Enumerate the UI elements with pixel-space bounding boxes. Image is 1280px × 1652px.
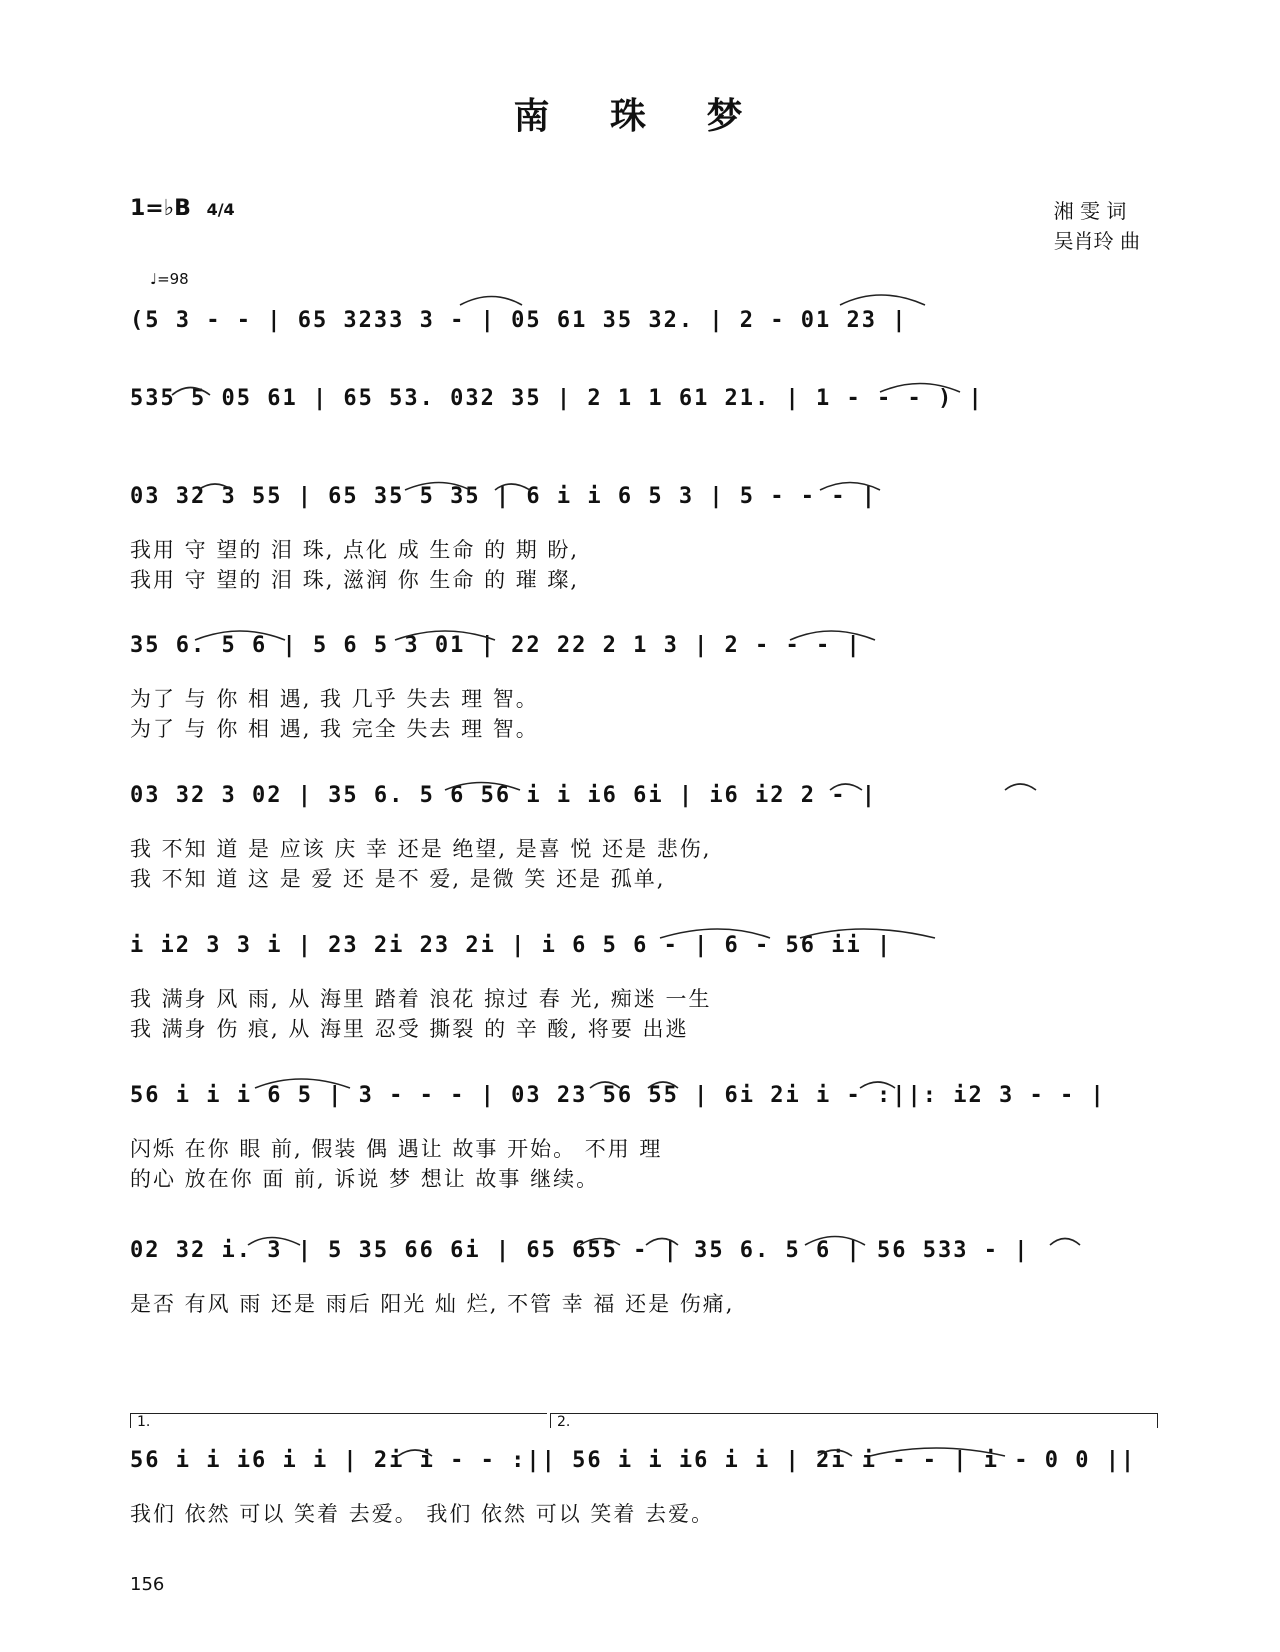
slur [1005,784,1036,790]
notation-line: 56 i i i6 i i | 2i i - - :|| 56 i i i6 i i | 2i i - - | i - 0 0 || [130,1448,1137,1473]
key-time-signature [130,196,235,221]
lyric-verse-2: 我用 守 望的 泪 珠, 滋润 你 生命 的 璀 璨, [130,568,580,592]
lyric-verse-1: 我 不知 道 是 应该 庆 幸 还是 绝望, 是喜 悦 还是 悲伤, [130,837,712,861]
lyric-verse-2: 我 满身 伤 痕, 从 海里 忍受 撕裂 的 辛 酸, 将要 出逃 [130,1017,689,1041]
lyric-verse-1: 闪烁 在你 眼 前, 假装 偶 遇让 故事 开始。 不用 理 [130,1137,663,1161]
notation-line: 56 i i i 6 5 | 3 - - - | 03 23 56 55 | 6i 2i i - :||: i2 3 - - | [130,1083,1106,1108]
slur [1050,1239,1080,1246]
notation-line: 35 6. 5 6 | 5 6 5 3 01 | 22 22 2 1 3 | 2 - - - | [130,633,862,658]
time-signature: 4/4 [206,200,235,219]
notation-line: i i2 3 3 i | 23 2i 23 2i | i 6 5 6 - | 6 - 56 ii | [130,933,893,958]
lyric-verse-2: 的心 放在你 面 前, 诉说 梦 想让 故事 继续。 [130,1167,600,1191]
notation-line: 535 5 05 61 | 65 53. 032 35 | 2 1 1 61 21. | 1 - - - ) | [130,386,984,411]
song-title: 南 珠 梦 [513,96,767,137]
tempo-marking: ♩=98 [150,270,189,288]
notation-line: 03 32 3 02 | 35 6. 5 6 56 i i i6 6i | i6 i2 2 - | [130,783,878,808]
lyricist: 湘 雯 词 [1053,199,1127,223]
composer: 吴肖玲 曲 [1053,229,1140,253]
lyric-verse-2: 我 不知 道 这 是 爱 还 是不 爱, 是微 笑 还是 孤单, [130,867,666,891]
lyric-verse-1: 我 满身 风 雨, 从 海里 踏着 浪花 掠过 春 光, 痴迷 一生 [130,987,712,1011]
notation-line: 03 32 3 55 | 65 35 5 35 | 6 i i 6 5 3 | 5 - - - | [130,484,878,509]
lyric-verse-2: 为了 与 你 相 遇, 我 完全 失去 理 智。 [130,717,539,741]
key-signature: 1=♭B [130,196,191,221]
lyric-verse-1: 我用 守 望的 泪 珠, 点化 成 生命 的 期 盼, [130,538,580,562]
volta-1-bracket [130,1413,547,1428]
page-number: 156 [130,1574,165,1595]
volta-2-label: 2. [557,1414,571,1430]
volta-1-label: 1. [137,1414,151,1430]
lyric-verse-1: 我们 依然 可以 笑着 去爱。 我们 依然 可以 笑着 去爱。 [130,1502,715,1526]
slur [460,297,522,306]
lyric-verse-1: 为了 与 你 相 遇, 我 几乎 失去 理 智。 [130,687,539,711]
notation-line: (5 3 - - | 65 3233 3 - | 05 61 35 32. | 2 - 01 23 | [130,308,908,333]
volta-2-bracket [550,1413,1158,1428]
slur [840,295,925,305]
notation-line: 02 32 i. 3 | 5 35 66 6i | 65 655 - | 35 6. 5 6 | 56 533 - | [130,1238,1030,1263]
credits [1054,196,1140,256]
lyric-verse-1: 是否 有风 雨 还是 雨后 阳光 灿 烂, 不管 幸 福 还是 伤痛, [130,1292,735,1316]
